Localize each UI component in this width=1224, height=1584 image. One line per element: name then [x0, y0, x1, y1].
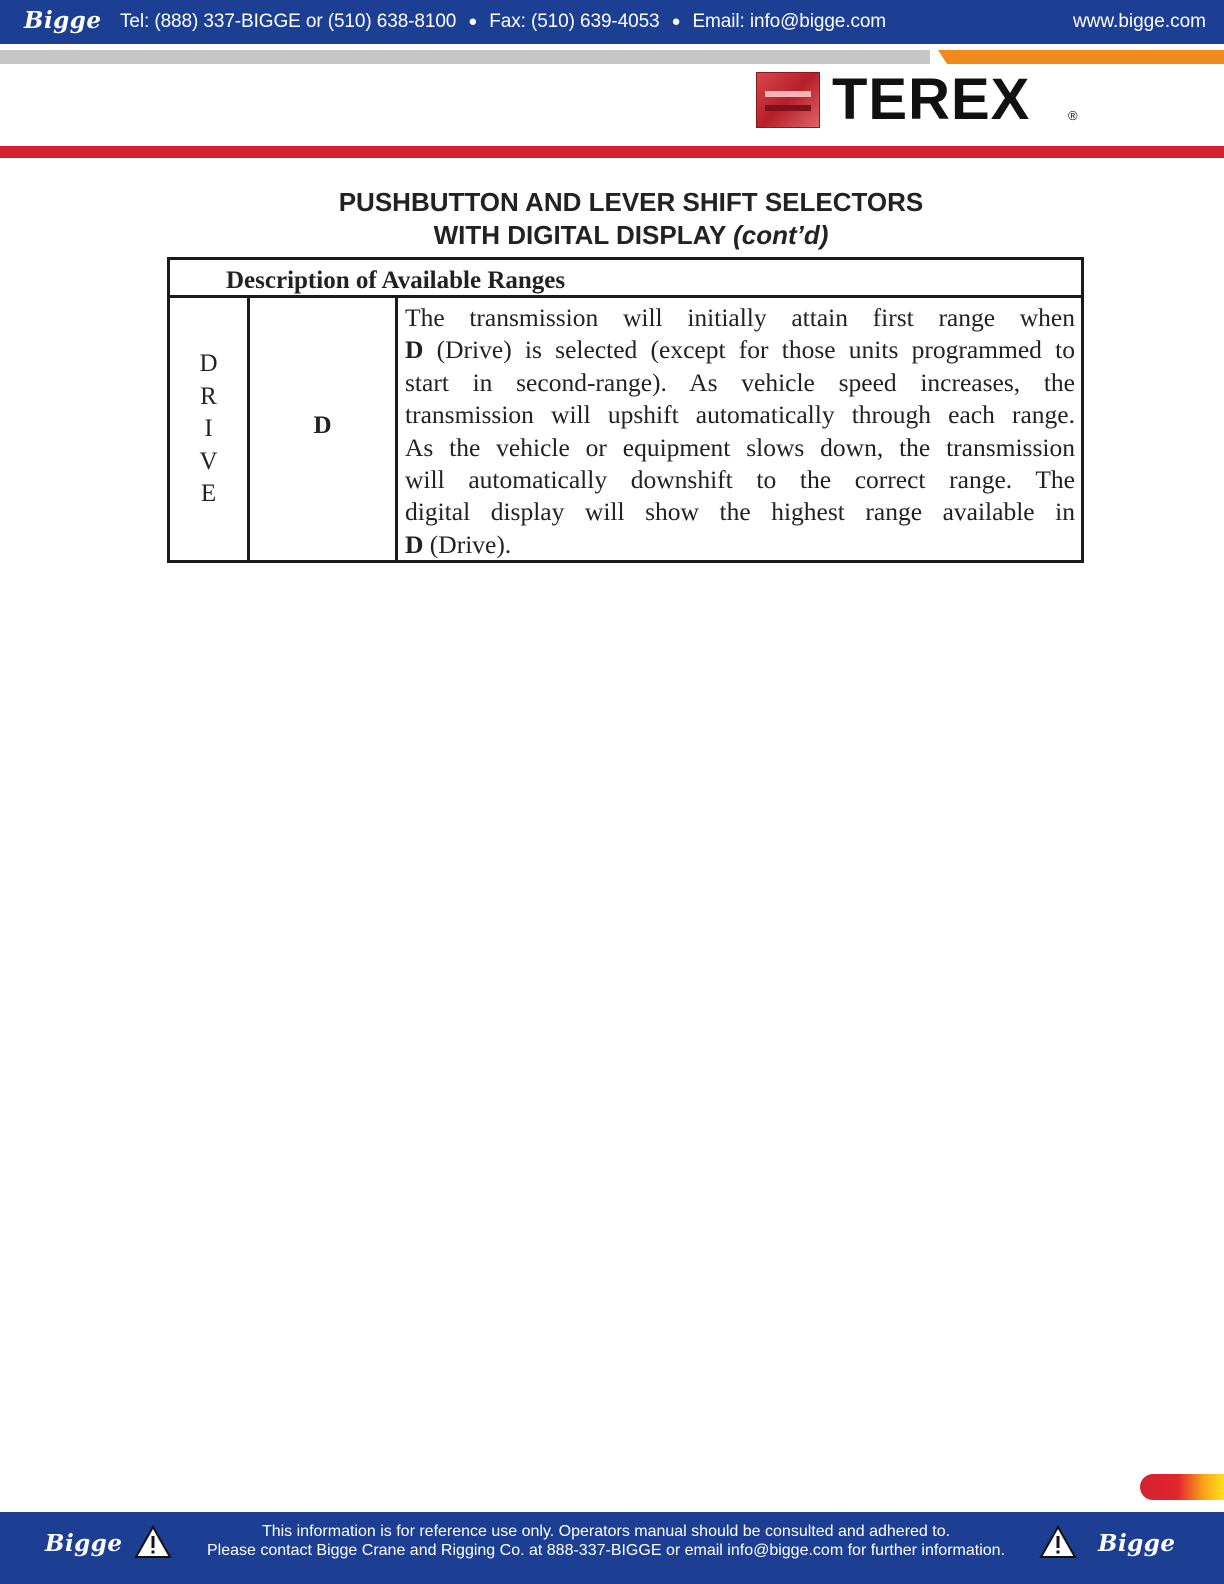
page-title — [0, 186, 1224, 252]
footer-bigge-logo-right[interactable]: Bigge — [1098, 1530, 1176, 1557]
footer-bar — [0, 1512, 1224, 1584]
vertical-letter: E — [200, 480, 217, 507]
terex-emblem-icon — [756, 72, 820, 128]
red-divider — [0, 146, 1224, 158]
website-link[interactable]: www.bigge.com — [1072, 11, 1206, 32]
separator-dot: ● — [468, 13, 478, 30]
side-page-tab[interactable] — [1140, 1474, 1224, 1500]
email-link[interactable]: Email: info@bigge.com — [692, 11, 887, 32]
description-line: start in second-range). As vehicle speed increases, the — [405, 367, 1075, 397]
ranges-table — [167, 257, 1084, 563]
description-line: D (Drive). — [405, 529, 512, 559]
grey-stripe — [0, 50, 930, 64]
footer-bigge-logo-left[interactable]: Bigge — [45, 1530, 123, 1557]
description-line: will automatically downshift to the correct range. The — [405, 465, 1075, 495]
description-cell — [398, 298, 1081, 560]
phone-numbers[interactable]: Tel: (888) 337-BIGGE or (510) 638-8100 — [120, 11, 457, 32]
vertical-label-drive — [170, 348, 247, 511]
title-line-2-text: WITH DIGITAL DISPLAY — [433, 220, 726, 250]
contact-info — [120, 11, 886, 33]
bigge-logo[interactable]: Bigge — [24, 7, 102, 34]
description-line: D (Drive) is selected (except for those units programmed to — [405, 335, 1075, 365]
title-line-1: PUSHBUTTON AND LEVER SHIFT SELECTORS — [338, 187, 924, 217]
footer-disclaimer — [200, 1522, 1012, 1560]
separator-dot: ● — [671, 13, 681, 30]
description-line: transmission will upshift automatically through each range. — [405, 400, 1075, 430]
description-line: digital display will show the highest range available in — [405, 497, 1075, 527]
warning-triangle-icon — [1039, 1525, 1077, 1559]
vertical-letter: V — [199, 447, 218, 475]
terex-logo: TEREX — [832, 67, 1031, 132]
description-line: The transmission will initially attain first range when — [405, 303, 1075, 332]
orange-stripe — [938, 50, 1224, 64]
vertical-letter: R — [200, 382, 217, 410]
top-contact-bar — [0, 0, 1224, 44]
vertical-letter: I — [204, 415, 213, 442]
vertical-letter: D — [199, 350, 218, 377]
title-continued: (cont’d) — [733, 220, 829, 250]
range-code-cell — [250, 298, 398, 560]
fax-number: Fax: (510) 639-4053 — [489, 11, 660, 32]
registered-mark: ® — [1068, 108, 1078, 123]
disclaimer-line-2: Please contact Bigge Crane and Rigging Co. at 888-337-BIGGE or email info@bigge.com for further information. — [207, 1542, 1005, 1559]
disclaimer-line-1: This information is for reference use only. Operators manual should be consulted and adhered to. — [261, 1523, 951, 1540]
description-line: As the vehicle or equipment slows down, the transmission — [405, 432, 1075, 462]
title-line-2 — [0, 219, 1224, 252]
table-header: Description of Available Ranges — [170, 260, 1081, 298]
warning-triangle-icon — [134, 1525, 172, 1559]
range-code: D — [313, 412, 332, 439]
vertical-label-cell — [170, 298, 250, 560]
